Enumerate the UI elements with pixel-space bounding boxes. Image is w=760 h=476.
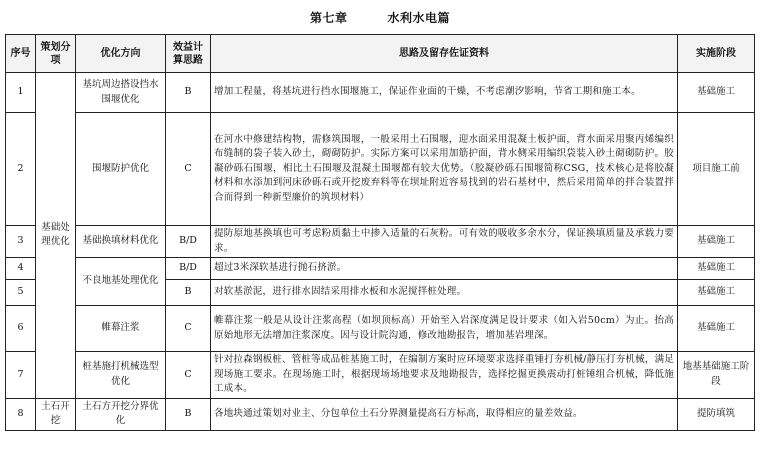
row-direction: 帷幕注浆 (76, 306, 166, 352)
row-benefit: B/D (166, 258, 211, 280)
chapter-label: 第七章 (309, 11, 348, 25)
table-row (6, 352, 755, 399)
optimization-table (5, 34, 755, 431)
row-no: 7 (6, 352, 36, 399)
header-stage: 实施阶段 (678, 35, 755, 73)
table-header-row (6, 35, 755, 73)
row-benefit: B (166, 73, 211, 113)
row-direction: 基础换填材料优化 (76, 226, 166, 258)
row-stage: 提防填筑 (678, 398, 755, 430)
table-row (6, 226, 755, 258)
table-row (6, 73, 755, 113)
row-idea: 在河水中修建结构物，需修筑围堰，一般采用土石围堰，迎水面采用混凝土板护面，背水面采用聚丙烯编织布缝制的袋子装入砂土，砌砌防护。实际方案可以采用加筋护面，背水侧采用编织袋装入砂土砌砌防护。胶凝砂砾石围堰，相比土石围堰及混凝土围堰都有较大优势。（胶凝砂砾石围堰简称CSG，技术核心是将胶凝材料和水添加到河床砂砾石或开挖废弃料等在坝址附近容易找到的岩石基材中，然后采用简单的拌合装置拌合而得到一种新型廉价的筑坝材料） (211, 113, 678, 226)
row-no: 2 (6, 113, 36, 226)
header-category: 策划分项 (36, 35, 76, 73)
row-idea: 增加工程量，将基坑进行挡水围堰施工，保证作业面的干燥，不考虑潮汐影响，节省工期和施工本。 (211, 73, 678, 113)
table-row (6, 306, 755, 352)
row-direction: 桩基施打机械选型优化 (76, 352, 166, 399)
header-direction: 优化方向 (76, 35, 166, 73)
row-benefit: B (166, 280, 211, 306)
row-direction: 基坑周边搭设挡水围堰优化 (76, 73, 166, 113)
row-idea: 对软基淤泥，进行排水固结采用排水板和水泥搅拌桩处理。 (211, 280, 678, 306)
row-stage: 地基基础施工阶段 (678, 352, 755, 399)
row-stage: 项目施工前 (678, 113, 755, 226)
row-no: 5 (6, 280, 36, 306)
table-row (6, 258, 755, 280)
row-benefit: C (166, 113, 211, 226)
group-foundation: 基础处理优化 (36, 73, 76, 399)
group-earthwork: 土石开挖 (36, 398, 76, 430)
row-direction: 土石方开挖分界优化 (76, 398, 166, 430)
row-no: 6 (6, 306, 36, 352)
row-direction: 围堰防护优化 (76, 113, 166, 226)
row-idea: 提防原地基换填也可考虑粉质黏土中掺入适量的石灰粉。可有效的吸收多余水分，保证换填质量及承载力要求。 (211, 226, 678, 258)
header-idea: 思路及留存佐证资料 (211, 35, 678, 73)
row-idea: 帷幕注浆一般是从设计注浆高程（如坝顶标高）开始至入岩深度满足设计要求（如入岩50cm）为止。抬高原始地形无法增加注浆深度。因与设计院沟通，修改地勘报告，增加基岩埋深。 (211, 306, 678, 352)
row-stage: 基础施工 (678, 280, 755, 306)
row-stage: 基础施工 (678, 73, 755, 113)
row-no: 1 (6, 73, 36, 113)
page-title (0, 9, 760, 26)
row-benefit: B/D (166, 226, 211, 258)
row-stage: 基础施工 (678, 306, 755, 352)
section-label: 水利水电篇 (387, 11, 451, 25)
table-row (6, 398, 755, 430)
table-row (6, 113, 755, 226)
header-benefit: 效益计算思路 (166, 35, 211, 73)
row-benefit: B (166, 398, 211, 430)
row-no: 8 (6, 398, 36, 430)
row-idea: 各地块通过策划对业主、分包单位土石分界测量提高石方标高，取得相应的量差效益。 (211, 398, 678, 430)
row-benefit: C (166, 306, 211, 352)
row-idea: 超过3米深软基进行抛石挤淤。 (211, 258, 678, 280)
row-direction: 不良地基处理优化 (76, 258, 166, 306)
row-no: 4 (6, 258, 36, 280)
row-no: 3 (6, 226, 36, 258)
row-stage: 基础施工 (678, 258, 755, 280)
header-no: 序号 (6, 35, 36, 73)
row-benefit: C (166, 352, 211, 399)
row-stage: 基础施工 (678, 226, 755, 258)
row-idea: 针对拉森钢板桩、管桩等成品桩基施工时，在编制方案时应环境要求选择重锤打夯机械/静压打夯机械，满足现场施工要求。在现场施工时，根据现场场地要求及地勘报告，选择挖掘更换震动打桩锤组合机械，降低施工成本。 (211, 352, 678, 399)
